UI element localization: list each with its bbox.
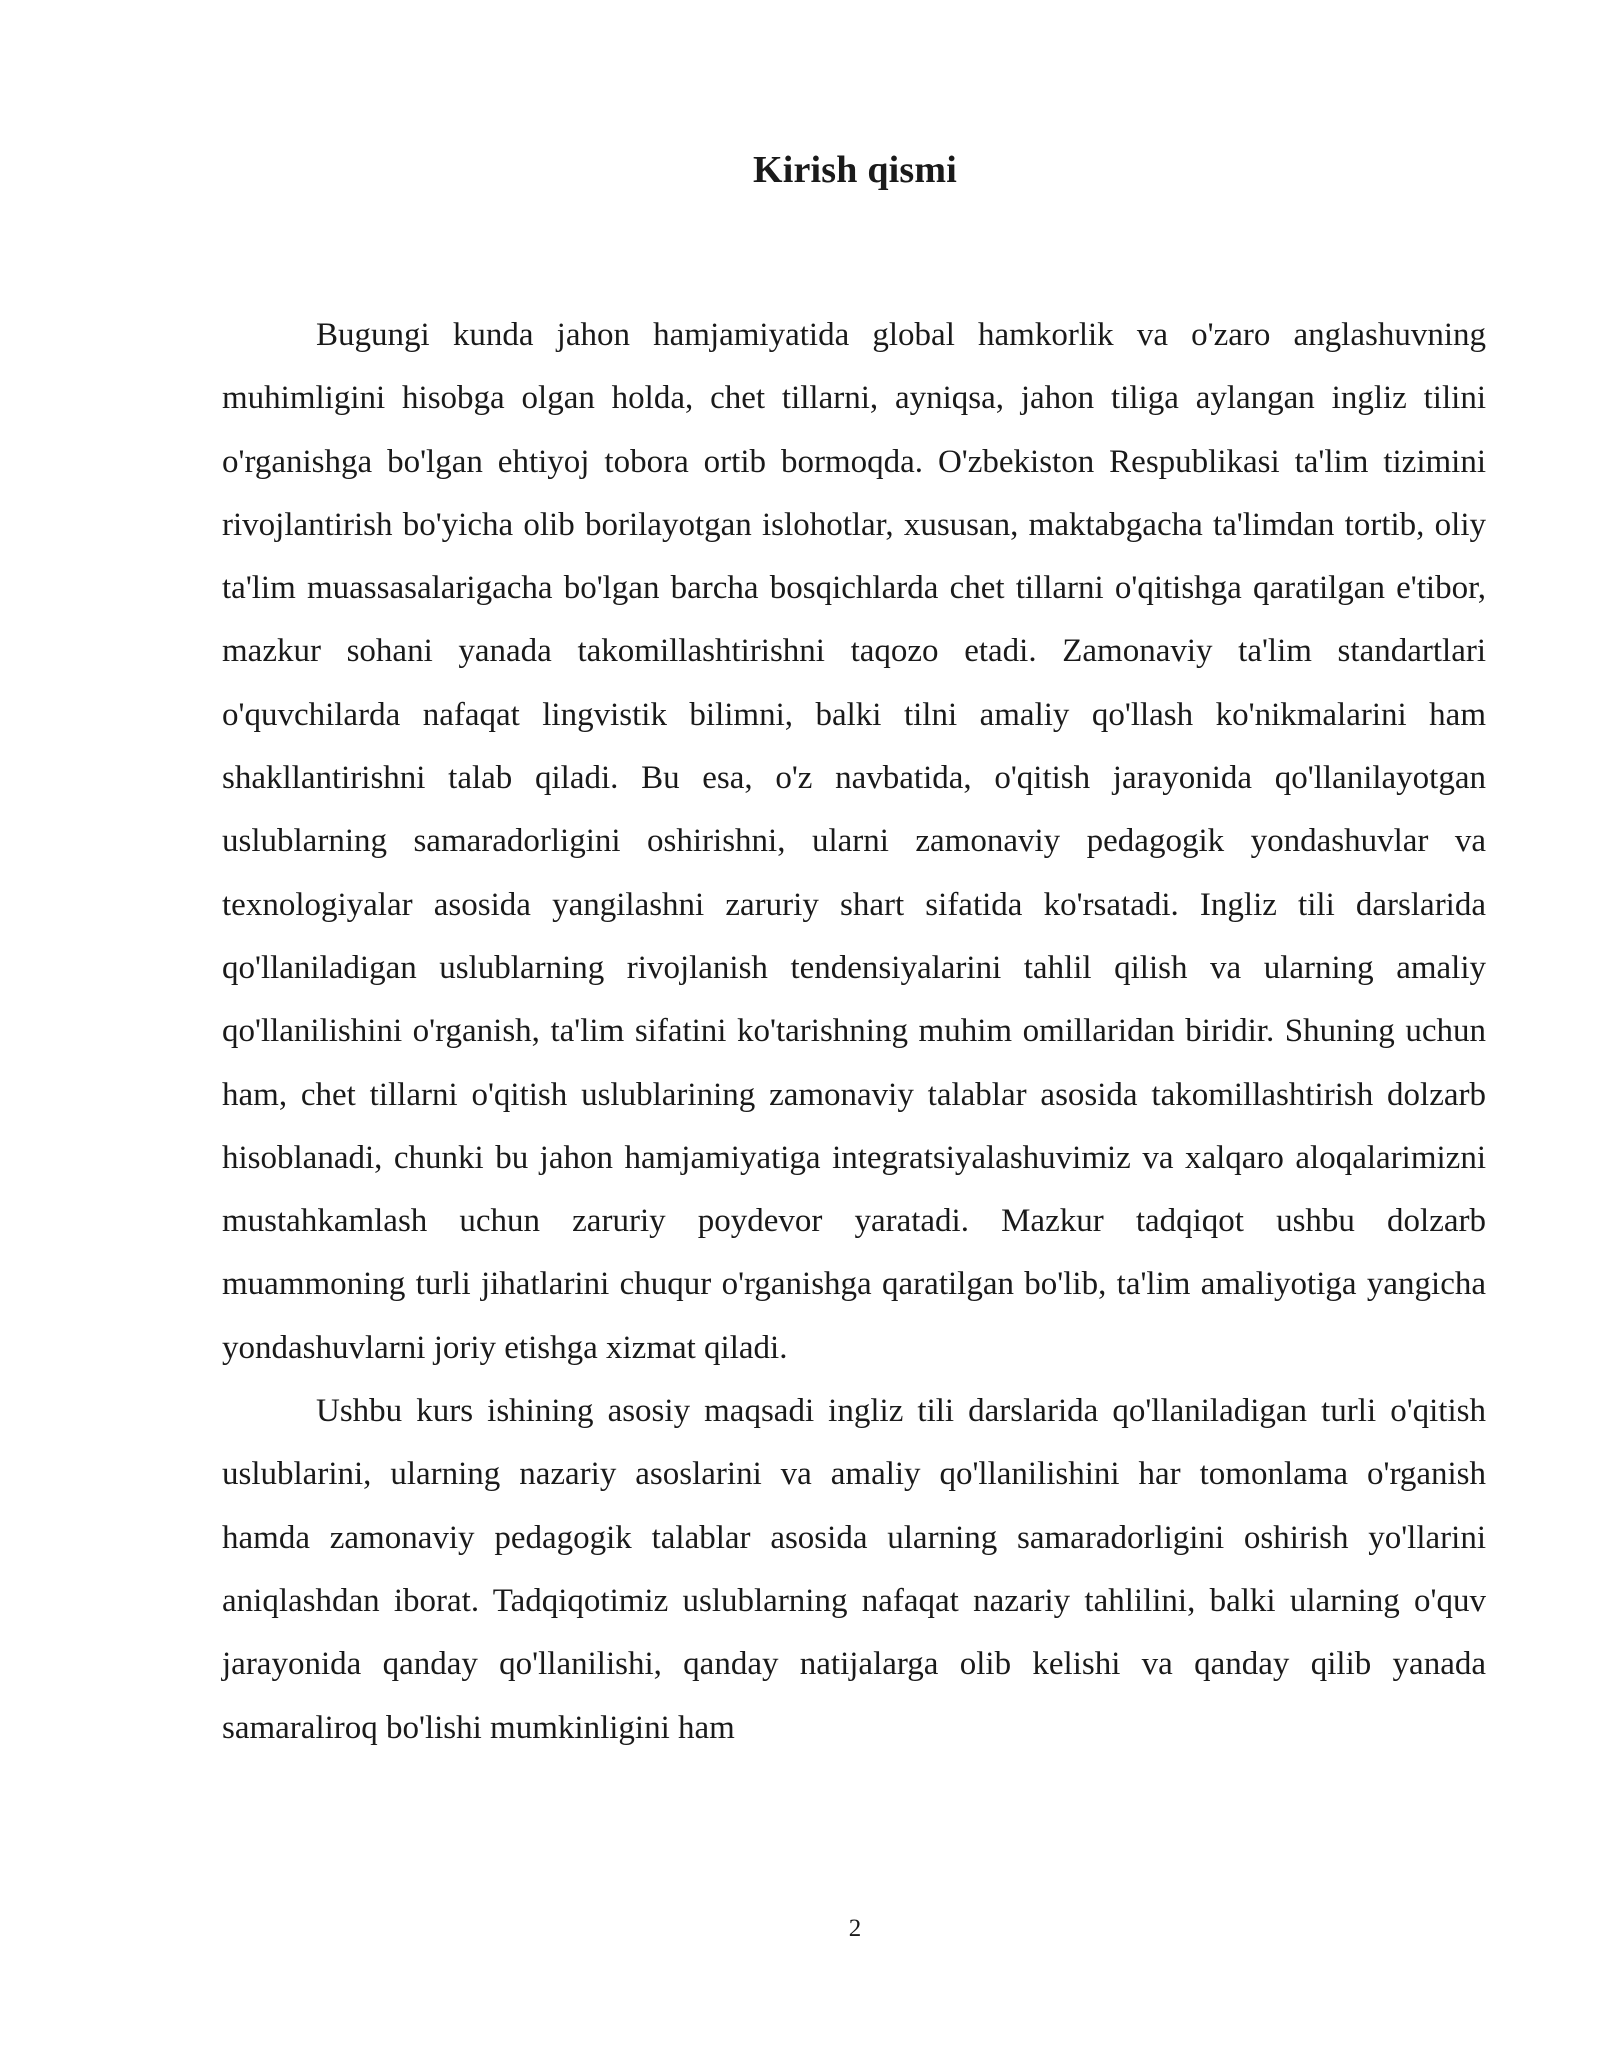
paragraph-aim: Ushbu kurs ishining asosiy maqsadi ingliz tili darslarida qo'llaniladigan turli o'qitish uslublarini, ularning nazariy asoslarini va amaliy qo'llanilishini har tomonlama o'rganish hamda zamonaviy pedagogik talablar asosida ularning samaradorligini oshirish yo'llarini aniqlashdan iborat. Tadqiqotimiz uslublarning nafaqat nazariy tahlilini, balki ularning o'quv jarayonida qanday qo'llanilishi, qanday natijalarga olib kelishi va qanday qilib yanada samaraliroq bo'lishi mumkinligini ham [222,1393,1486,1746]
body-text [222,304,1486,1760]
page-title: Kirish qismi [752,149,958,191]
paragraph-introduction: Bugungi kunda jahon hamjamiyatida global hamkorlik va o'zaro anglashuvning muhimligini hisobga olgan holda, chet tillarni, ayniqsa, jahon tiliga aylangan ingliz tilini o'rganishga bo'lgan ehtiyoj tobora ortib bormoqda. O'zbekiston Respublikasi ta'lim tizimini rivojlantirish bo'yicha olib borilayotgan islohotlar, xususan, maktabgacha ta'limdan tortib, oliy ta'lim muassasalarigacha bo'lgan barcha bosqichlarda chet tillarni o'qitishga qaratilgan e'tibor, mazkur sohani yanada takomillashtirishni taqozo etadi. Zamonaviy ta'lim standartlari o'quvchilarda nafaqat lingvistik bilimni, balki tilni amaliy qo'llash ko'nikmalarini ham shakllantirishni talab qiladi. Bu esa, o'z navbatida, o'qitish jarayonida qo'llanilayotgan uslublarning samaradorligini oshirishni, ularni zamonaviy pedagogik yondashuvlar va texnologiyalar asosida yangilashni zaruriy shart sifatida ko'rsatadi. Ingliz tili darslarida qo'llaniladigan uslublarning rivojlanish tendensiyalarini tahlil qilish va ularning amaliy qo'llanilishini o'rganish, ta'lim sifatini ko'tarishning muhim omillaridan biridir. Shuning uchun ham, chet tillarni o'qitish uslublarining zamonaviy talablar asosida takomillashtirish dolzarb hisoblanadi, chunki bu jahon hamjamiyatiga integratsiyalashuvimiz va xalqaro aloqalarimizni mustahkamlash uchun zaruriy poydevor yaratadi. Mazkur tadqiqot ushbu dolzarb muammoning turli jihatlarini chuqur o'rganishga qaratilgan bo'lib, ta'lim amaliyotiga yangicha yondashuvlarni joriy etishga xizmat qiladi. [222,317,1486,1366]
page-number: 2 [848,1915,862,1942]
